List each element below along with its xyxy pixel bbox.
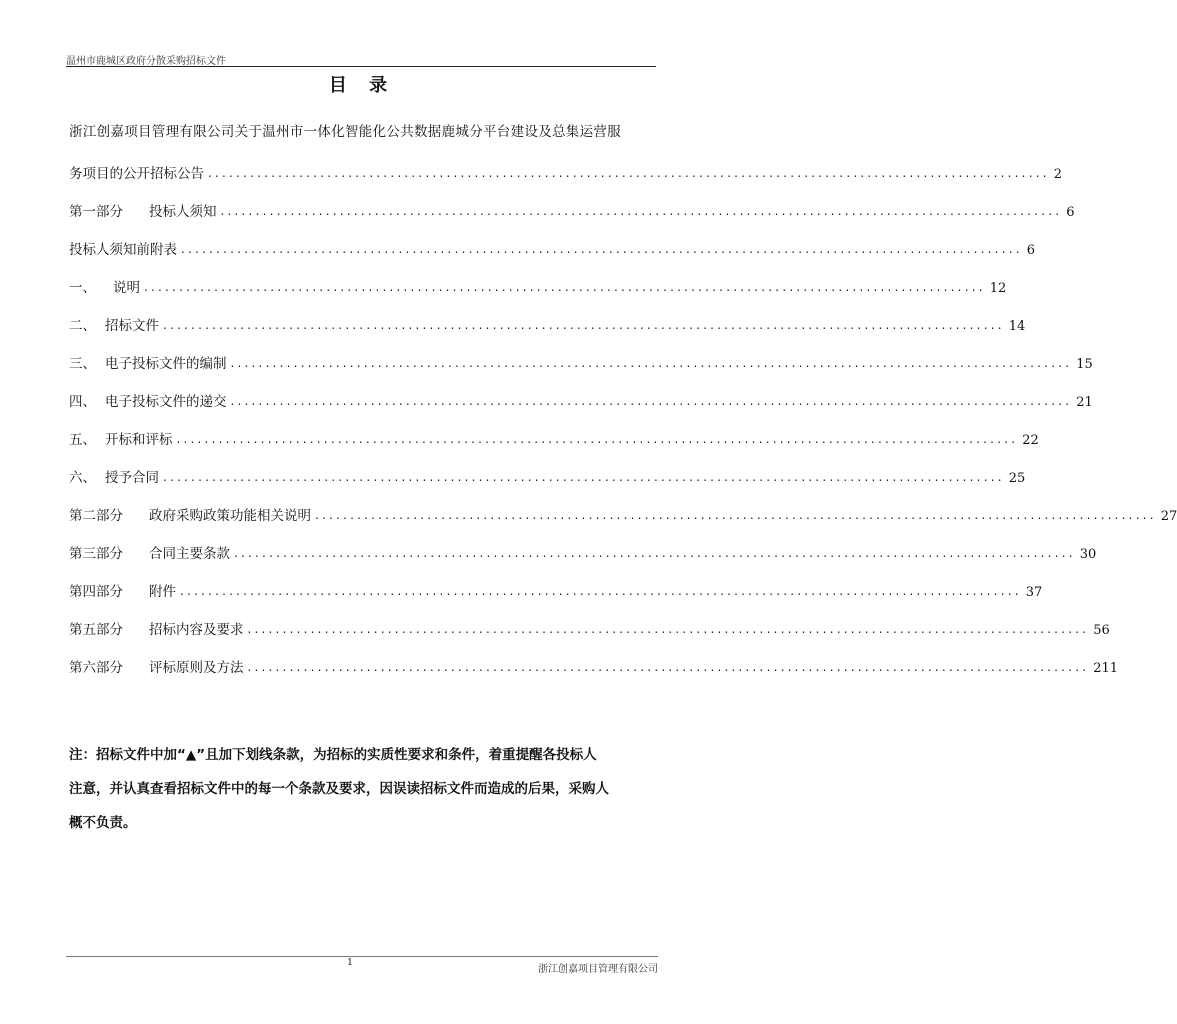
toc-entry-page: 12 — [989, 281, 1007, 296]
toc-entry-page: 211 — [1093, 661, 1119, 676]
toc-entry[interactable] — [69, 656, 1119, 676]
toc-entry-page: 2 — [1053, 167, 1063, 182]
toc-leader-dots: ........................................................................................................................ — [315, 508, 1157, 522]
toc-leader-dots: ........................................................................................................................ — [247, 660, 1090, 674]
toc-entry-page: 15 — [1076, 357, 1093, 372]
running-header: 温州市鹿城区政府分散采购招标文件 — [66, 56, 226, 67]
toc-entry-number: 第一部分 — [69, 204, 123, 220]
toc-entry[interactable] — [69, 618, 1110, 638]
toc-entry-number: 二、 — [69, 318, 96, 334]
footer-company: 浙江创嘉项目管理有限公司 — [538, 964, 658, 975]
toc-entry-number: 第四部分 — [69, 584, 123, 600]
toc-intro-line: 浙江创嘉项目管理有限公司关于温州市一体化智能化公共数据鹿城分平台建设及总集运营服 — [69, 124, 621, 140]
toc-entry-page: 27 — [1160, 509, 1177, 524]
toc-leader-dots: ........................................................................................................................ — [220, 204, 1063, 218]
toc-entry[interactable] — [69, 276, 1007, 296]
toc-entry-page: 37 — [1025, 585, 1043, 600]
toc-entry-page: 14 — [1008, 319, 1026, 334]
toc-entry-number: 第三部分 — [69, 546, 123, 562]
toc-entry-title: 开标和评标 — [105, 432, 173, 448]
footer-divider — [66, 956, 658, 957]
toc-entry[interactable] — [69, 390, 1093, 410]
toc-entry-title: 附件 — [149, 584, 176, 600]
toc-entry-number: 第六部分 — [69, 660, 123, 676]
toc-leader-dots: ........................................................................................................................ — [181, 242, 1023, 256]
toc-entry[interactable] — [69, 428, 1039, 448]
toc-entry-title: 授予合同 — [105, 470, 159, 486]
toc-leader-dots: ........................................................................................................................ — [208, 166, 1050, 180]
toc-entry-number: 第五部分 — [69, 622, 123, 638]
toc-entry[interactable] — [69, 542, 1097, 562]
toc-entry-title: 说明 — [113, 280, 140, 296]
note-line-1: 注：招标文件中加“▲”且加下划线条款，为招标的实质性要求和条件，着重提醒各投标人 — [69, 747, 597, 763]
important-note — [69, 738, 657, 840]
toc-entry-title: 招标内容及要求 — [149, 622, 244, 638]
toc-entry-page: 22 — [1022, 433, 1039, 448]
toc-entry[interactable] — [69, 314, 1026, 334]
toc-entry-title: 投标人须知 — [149, 204, 217, 220]
toc-leader-dots: ........................................................................................................................ — [176, 432, 1019, 446]
toc-entry-title: 招标文件 — [105, 318, 159, 334]
toc-entry-page: 21 — [1076, 395, 1093, 410]
toc-entry[interactable] — [69, 352, 1093, 372]
toc-entry-title: 政府采购政策功能相关说明 — [149, 508, 311, 524]
page-title: 目 录 — [328, 75, 396, 96]
toc-entry[interactable] — [69, 162, 1063, 182]
toc-entry-page: 56 — [1093, 623, 1110, 638]
header-divider — [66, 66, 656, 67]
toc-entry-page: 6 — [1026, 243, 1036, 258]
toc-leader-dots: ........................................................................................................................ — [230, 356, 1073, 370]
toc-entry[interactable] — [69, 580, 1043, 600]
toc-leader-dots: ........................................................................................................................ — [163, 470, 1005, 484]
toc-leader-dots: ........................................................................................................................ — [247, 622, 1090, 636]
toc-leader-dots: ........................................................................................................................ — [144, 280, 986, 294]
page-number: 1 — [347, 958, 353, 968]
toc-entry[interactable] — [69, 238, 1036, 258]
toc-entry-number: 五、 — [69, 432, 96, 448]
toc-entry[interactable] — [69, 200, 1075, 220]
toc-entry[interactable] — [69, 504, 1177, 524]
toc-entry-number: 六、 — [69, 470, 96, 486]
toc-entry-number: 一、 — [69, 280, 96, 296]
note-line-2: 注意，并认真查看招标文件中的每一个条款及要求，因误读招标文件而造成的后果，采购人 — [69, 781, 609, 797]
toc-leader-dots: ........................................................................................................................ — [163, 318, 1005, 332]
toc-leader-dots: ........................................................................................................................ — [234, 546, 1076, 560]
toc-entry-title: 电子投标文件的编制 — [105, 356, 227, 372]
toc-entry-title: 合同主要条款 — [149, 546, 230, 562]
toc-entry-title: 务项目的公开招标公告 — [69, 166, 204, 182]
toc-entry[interactable] — [69, 466, 1026, 486]
toc-entry-number: 三、 — [69, 356, 96, 372]
note-line-3: 概不负责。 — [69, 815, 137, 831]
toc-entry-page: 25 — [1008, 471, 1026, 486]
toc-entry-page: 30 — [1079, 547, 1097, 562]
toc-leader-dots: ........................................................................................................................ — [230, 394, 1073, 408]
toc-entry-page: 6 — [1066, 205, 1075, 220]
toc-leader-dots: ........................................................................................................................ — [180, 584, 1022, 598]
toc-entry-title: 评标原则及方法 — [149, 660, 244, 676]
toc-entry-number: 第二部分 — [69, 508, 123, 524]
toc-entry-title: 电子投标文件的递交 — [105, 394, 227, 410]
toc-entry-title: 投标人须知前附表 — [69, 242, 177, 258]
toc-entry-number: 四、 — [69, 394, 96, 410]
